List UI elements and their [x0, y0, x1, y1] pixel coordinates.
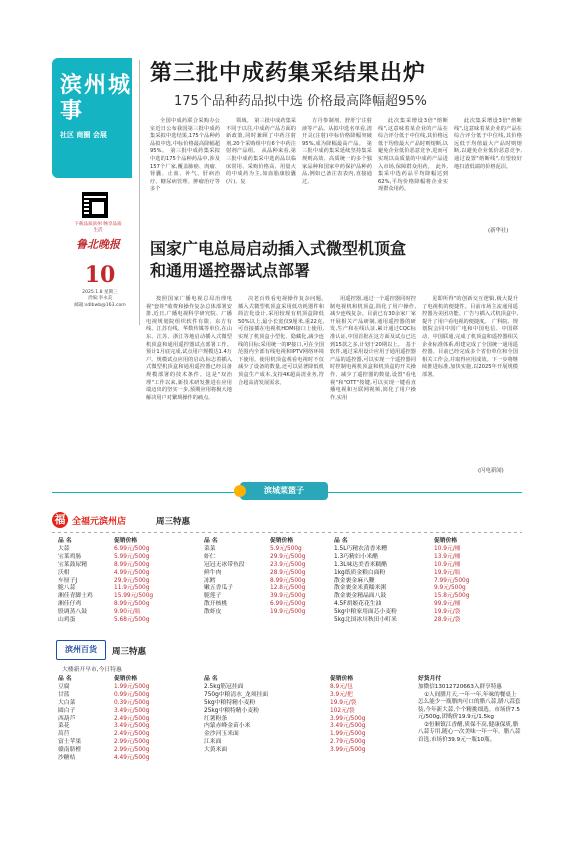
promo-note: ①人间腊月天,一年一年,年味的餐桌上怎么能少一瓶腊肉可口的腊八蒜,腊八蒜套装,今年新大蒜,个个精挑细选。市场价7.5元/500g,团购价19.9元/1.5kg — [418, 691, 521, 721]
store2-subtitle: 大楼新开早市,今日特惠 — [62, 667, 122, 673]
product-price: 4.99元/500g — [114, 569, 150, 576]
product-name: 金沙河玉米面 — [204, 731, 239, 738]
table-row — [58, 700, 174, 708]
product-price: 12.8元/500g — [270, 585, 306, 592]
table-row — [204, 739, 380, 747]
product-name: 散虾皮 — [204, 609, 222, 616]
table-row — [58, 692, 174, 700]
product-price: 3.49元/500g — [114, 707, 150, 714]
product-name: 菜菜 — [204, 545, 216, 552]
product-name: 冻鳕 — [204, 577, 216, 584]
store2-table-col1 — [58, 676, 174, 763]
table-row — [204, 700, 380, 708]
product-price: 19.9元/500g — [270, 609, 306, 616]
product-name: 大蒜 — [58, 545, 70, 552]
table-row — [334, 609, 480, 617]
notes-header: 好货月付 — [418, 676, 442, 682]
article1-text-2: 领域。 第三批中成药集采不同于以往,中成药产品方面的新政策,同时兼顾了中药注射剂,20个采购组中有6个中药注射剂产品组。 从品种来看,第三批中成药集采中选药品以临床常用、采购价格高、用量大的中成药为主,如血脂康胶囊(片)、复 — [226, 118, 296, 185]
table-row — [334, 554, 480, 562]
product-price: 8.99元/500g — [114, 561, 150, 568]
product-name: 赣南脐橙 — [58, 747, 82, 754]
table-row — [58, 609, 174, 617]
product-price: 1.99元/500g — [330, 731, 366, 738]
product-name: 富士苹果 — [58, 739, 82, 746]
page-date: 2025.1.8 星期三 — [82, 290, 118, 295]
product-name: 大白菜 — [58, 699, 76, 706]
table-row — [334, 562, 480, 570]
table-row — [334, 601, 480, 609]
product-name: 脆八蒜 — [58, 585, 76, 592]
page-meta — [70, 290, 130, 309]
col-header-price: 促销价格 — [330, 676, 354, 682]
product-price: 29.9元/500g — [114, 577, 150, 584]
product-price: 9.9元/500g — [434, 585, 466, 592]
product-price: 15.8元/500g — [434, 593, 470, 600]
article2-text-1: 按照国家广播电视总局治理电视"套娃"收费和操作复杂总体部署安排,近日,广播电视科学研究院、广播电视规划院组织软件有限、东方有线、江苏有线、华数传媒等单位,在山东、江苏、浙江等地启动插入式微型机顶盒和通用遥控器试点部署工作。预计1月底完成,试点用户规模达1.4万户。规模试点应用的启动,标志着插入式微型机顶盒和通用遥控器已经具备规模部署的技术条件。这是"双治理"工作以来,新技术研发推进在应用端迈出的坚实一步,预期应用将极大地解决用户对繁琐操作的痛点, — [146, 296, 232, 401]
product-name: 750g中粮清水_龙须挂面 — [204, 691, 269, 698]
page-email: 邮箱:sdlbwb@163.com — [74, 302, 126, 308]
product-name: 鲜牛肉 — [204, 569, 222, 576]
promo-note: ②恒顺镇江香醋,质保不高,健康保质,腊八蒜专用,随心一次美味一年一年。腊八蒜首选,市场价39.9元一瓶10瓶。 — [418, 721, 521, 744]
product-name: 菜花 — [58, 723, 70, 730]
store1-table-col2 — [204, 538, 320, 617]
article2-column-3 — [330, 296, 416, 472]
store2-special: 周三特惠 — [112, 647, 147, 657]
product-name: 内蒙赤峰金苗小米 — [204, 723, 251, 730]
product-name: 宝莱鼓尿精 — [58, 561, 87, 568]
masthead-divider — [139, 60, 140, 325]
col-header-price: 促销价格 — [114, 676, 138, 682]
store2-notes — [418, 676, 522, 745]
newspaper-logo: 鲁北晚报 — [76, 238, 120, 251]
article1-column-4 — [378, 118, 448, 236]
product-price: 2.99元/500g — [114, 747, 150, 754]
product-price: 6.99元/500g — [270, 601, 306, 608]
store1-table-col3 — [334, 538, 480, 625]
col-header-name: 品 名 — [58, 538, 72, 544]
article1-text-3: 方丹参制剂、舒肝宁注射液等产品。从拟中选名单看,清开灵(注射)中标价格降幅突破95%,成为降幅最高产品。 第三批中成药集采延续坚持集采规则高效、高质统一的多个独家品种和国家中药保护品种药品,例如已备注表表内,直接通过。 — [302, 118, 372, 185]
table-row — [58, 708, 174, 716]
product-price: 3.99元/500g — [330, 715, 366, 722]
product-price: 3.9元/把 — [330, 691, 353, 698]
article1-text-5: 此次集采增设3倍"熔断线",这意味着某企业的产品在综合评分低于中位线,其价格远低于均值最大产品时则熔断,以避免企业低价恶意竞争,通过设置"熔断线",有望较好地扫清低端的价格泥沼。 — [454, 118, 522, 170]
product-name: 散金裹金麻八鞭 — [334, 577, 375, 584]
product-price: 0.39元/500g — [114, 699, 150, 706]
product-name: 4.5F胡姬花花生油 — [334, 601, 382, 608]
product-name: 散金裹金精晶面八鼓 — [334, 593, 387, 600]
product-price: 2.49元/500g — [114, 731, 150, 738]
table-row — [58, 684, 174, 692]
product-name: 2.5kg筋冠挂面 — [204, 683, 244, 690]
product-name: 1.3L味达美香米糯醋 — [334, 561, 388, 568]
product-name: 山鸡蛋 — [58, 617, 76, 624]
product-price: 11.9元/500g — [114, 585, 150, 592]
table-row — [334, 570, 480, 578]
product-price: 4.49元/500g — [114, 755, 150, 762]
table-row — [334, 546, 480, 554]
article1-column-2 — [226, 118, 296, 236]
product-name: 车厘子J — [58, 577, 78, 584]
store1-divider — [52, 532, 522, 533]
product-price: 28.9元/500g — [270, 569, 306, 576]
article2-column-2 — [238, 296, 330, 472]
product-name: 1.3巧精妇小米醋 — [334, 553, 379, 560]
product-name: 股调蒸八鼓 — [58, 609, 87, 616]
table-row — [58, 755, 174, 763]
product-name: 冠冠无冰带鱼段 — [204, 561, 245, 568]
col-header-name: 品 名 — [204, 676, 218, 682]
product-name: 大黄米面 — [204, 747, 228, 754]
product-price: 19.9元/袋 — [330, 699, 357, 706]
product-price: 102元/袋 — [330, 707, 355, 714]
store1-name: 全福元滨州店 — [72, 517, 127, 527]
product-name: 红薯粉条 — [204, 715, 228, 722]
article1-column-5 — [454, 118, 522, 230]
product-price: 9.90元/瓶 — [114, 609, 141, 616]
article2-column-4 — [422, 296, 518, 466]
product-name: 湘佳青脚土鸡 — [58, 593, 93, 600]
store2-logo: 滨州百货 — [56, 640, 106, 660]
product-name: 5kg中粮家用面芯小麦粉 — [334, 609, 397, 616]
col-header-price: 促销价格 — [270, 538, 294, 544]
table-row — [204, 562, 320, 570]
product-price: 13.9元/桶 — [434, 553, 461, 560]
table-row — [58, 562, 174, 570]
table-row — [204, 708, 380, 716]
article1-column-3 — [302, 118, 372, 236]
table-row — [204, 692, 380, 700]
product-name: 散金裹金米黄糯米粥 — [334, 585, 387, 592]
product-price: 5.9元/500g — [270, 545, 302, 552]
col-header-name: 品 名 — [204, 538, 218, 544]
product-name: 脆莲子 — [204, 593, 222, 600]
article2-headline-line1: 国家广电总局启动插入式微型机顶盒 — [150, 239, 407, 258]
product-price: 28.9元/袋 — [434, 617, 461, 624]
product-price: 8.99元/500g — [114, 601, 150, 608]
article2-column-1 — [146, 296, 232, 472]
table-row — [58, 601, 174, 609]
table-row — [58, 546, 174, 554]
product-name: 宝莱鸡肠 — [58, 553, 82, 560]
product-name: 莴苣 — [58, 731, 70, 738]
product-price: 3.49元/500g — [330, 723, 366, 730]
product-price: 1.99元/500g — [114, 683, 150, 690]
product-price: 8.9元/包 — [330, 683, 353, 690]
product-price: 7.99元/500g — [434, 577, 470, 584]
col-header-name: 品 名 — [58, 676, 72, 682]
market-banner: 滨城菜篮子 — [240, 482, 328, 500]
table-row — [58, 739, 174, 747]
product-name: 甘蓝 — [58, 691, 70, 698]
qr-code-icon[interactable] — [82, 192, 108, 218]
product-price: 0.99元/500g — [114, 691, 150, 698]
col-header-price: 促销价格 — [114, 538, 138, 544]
article2-headline-line2: 和通用遥控器试点部署 — [150, 261, 311, 280]
quanfuyuan-logo-icon: 福 — [52, 512, 68, 528]
article1-text-4: 此次集采增设3倍"熔断线",这意味着某企业的产品在综合评分低于中位线,其价格远低于均值最大产品时则熔断,以避免企业低价恶意竞争,进而可实现以高质量的中成药产品进入市场,保障群众用药。 此外,集采中选药品平均降幅达到62%,平均价格降幅将企业实现群众用药。 — [378, 118, 448, 193]
section-subtitle: 社区 商圈 会展 — [60, 131, 107, 139]
product-name: 25kg中粮特精小麦粉 — [204, 707, 259, 714]
col-header-price: 促销价格 — [434, 538, 458, 544]
store1-table-col1 — [58, 538, 174, 625]
product-name: 圆白子 — [58, 707, 76, 714]
product-name: 沃柑 — [58, 569, 70, 576]
table-row — [204, 546, 320, 554]
product-name: 散开核桃 — [204, 601, 228, 608]
table-row — [204, 554, 320, 562]
product-name: 湘佳仔鸡 — [58, 601, 82, 608]
table-row — [58, 617, 174, 625]
product-name: 5kg北国冰川秋田小町米 — [334, 617, 397, 624]
product-name: 沙糖桔 — [58, 755, 76, 762]
article2-text-2: 决老百姓看电视操作复杂问题。 插入式微型机顶盒采用低功耗器件和简洁化设计,采用较现有机顶盒降低50%以上,最小长宽仅9厘米,重22克,可直接插在电视机HDMI接口上使用,实现了机顶盒小型化、隐藏化,减少连线的目标;采用统一的IP接口,可在全国范围内全部有线电视和IPTV网络环境下使用。使用机顶盒观看电视时不仅减少了设备的数量,还可以显著降低机顶盒生产成本,支持4K超高清业务,符合超高清发展需求。 — [238, 296, 330, 386]
product-price: 10.9元/桶 — [434, 545, 461, 552]
product-price: 10.9元/桶 — [434, 561, 461, 568]
article1-text-1: 全国中成药联合采购办公室近日公布我国第三批中成药集采拟中选结果,175个品种药品拟中选,中标价格最高降幅超95%。 第三批中成药集采拟中选的175个品种药品中,涉及157个厂家,覆盖肺癌、肉瘤、肾囊、止血、补气、肝病治疗、糖尿病管理、肿瘤治疗等多个 — [150, 118, 220, 193]
product-name: 嫩五香瓜子 — [204, 585, 233, 592]
product-price: 19.9元/袋 — [434, 609, 461, 616]
page-number: 10 — [84, 262, 116, 288]
promo-note: 加微信13012720663入群享特惠 — [418, 683, 502, 690]
table-row — [58, 570, 174, 578]
product-name: 西葫芦 — [58, 715, 76, 722]
page-editor: 责编:李永美 — [87, 296, 113, 302]
col-header-name: 品 名 — [334, 538, 348, 544]
table-row — [334, 617, 480, 625]
product-price: 2.49元/500g — [114, 715, 150, 722]
product-price: 23.9元/500g — [270, 561, 306, 568]
table-row — [204, 747, 380, 755]
product-price: 5.99元/500g — [114, 553, 150, 560]
table-row — [204, 684, 380, 692]
article2-text-4: 见即所得"的创新交互逻辑,极大提升了电视机的便捷性。目前市场主流通用遥控器为美团功能、广告与插入式机顶盒中,提升了用户看电视的便捷度。 广科院、规划院会同中国广电和中国电信、中国移动、中国联通,完成了机顶盒和遥控器相关企业标准体系,组建完成了全国统一通用遥控器。目前已经完成多个省份单位和全国相关工作会,并取得应用成效。下一步将继续推进标准,加快实施,以2025年开展规模部署。 — [422, 296, 518, 378]
section-masthead — [52, 58, 132, 178]
table-row — [204, 570, 320, 578]
product-price: 6.99元/500g — [114, 545, 150, 552]
product-price: 3.49元/500g — [114, 723, 150, 730]
table-row — [204, 601, 320, 609]
product-price: 29.9元/500g — [270, 553, 306, 560]
product-price: 2.79元/500g — [330, 739, 366, 746]
article2-headline — [150, 238, 406, 282]
store2-table-col2 — [204, 676, 380, 755]
product-name: 5kg中粮特精小麦粉 — [204, 699, 256, 706]
section-title: 滨州城事 — [60, 72, 133, 124]
product-name: 1kg纸质金粮白面粉 — [334, 569, 386, 576]
product-price: 99.9元/桶 — [434, 601, 461, 608]
product-price: 2.99元/500g — [114, 739, 150, 746]
product-price: 5.68元/500g — [114, 617, 150, 624]
store1-special: 周三特惠 — [156, 517, 191, 527]
product-price: 19.9元/瓶 — [434, 569, 461, 576]
article2-byline: (闪电新闻) — [478, 468, 504, 474]
product-price: 8.99元/500g — [270, 577, 306, 584]
table-row — [204, 609, 320, 617]
article1-subhead: 175个品种药品拟中选 价格最高降幅超95% — [174, 94, 427, 109]
product-price: 3.99元/500g — [330, 747, 366, 754]
product-name: 江米面 — [204, 739, 222, 746]
product-price: 15.99元/500g — [114, 593, 154, 600]
table-row — [58, 747, 174, 755]
article1-headline: 第三批中成药集采结果出炉 — [150, 60, 427, 86]
product-name: 豆腐 — [58, 683, 70, 690]
product-name: 虾仁 — [204, 553, 216, 560]
article1-byline: (新华社) — [488, 228, 509, 234]
qr-caption: 下载品质滨州 畅享品质生活 — [74, 222, 122, 233]
product-name: 1.5L巧精农清香米糟 — [334, 545, 388, 552]
table-row — [58, 554, 174, 562]
product-price: 39.9元/500g — [270, 593, 306, 600]
article1-column-1 — [150, 118, 220, 236]
article2-text-3: 用遥控器,通过一个遥控器同时控制电视机和机顶盒,简化了用户操作,减少连线复杂。目前已有30余家厂家开展相关产品研制,通用遥控器的研发,生产和在线认证,累计通过CQC标准认证,中国首批在这方面及试点已达到15款之多,计划于20期以上。 基于软件,通过采用设计应用于通用遥控器产品的遥控器,可以实现一个遥控器同时控制电视机顶盒和机顶盒的开关操作、减少了遥控器的数量,设置"看电视"和"OTT"按键,可以实现一键看直播电视和互联网视频,简化了用户操作,实用 — [330, 296, 416, 401]
